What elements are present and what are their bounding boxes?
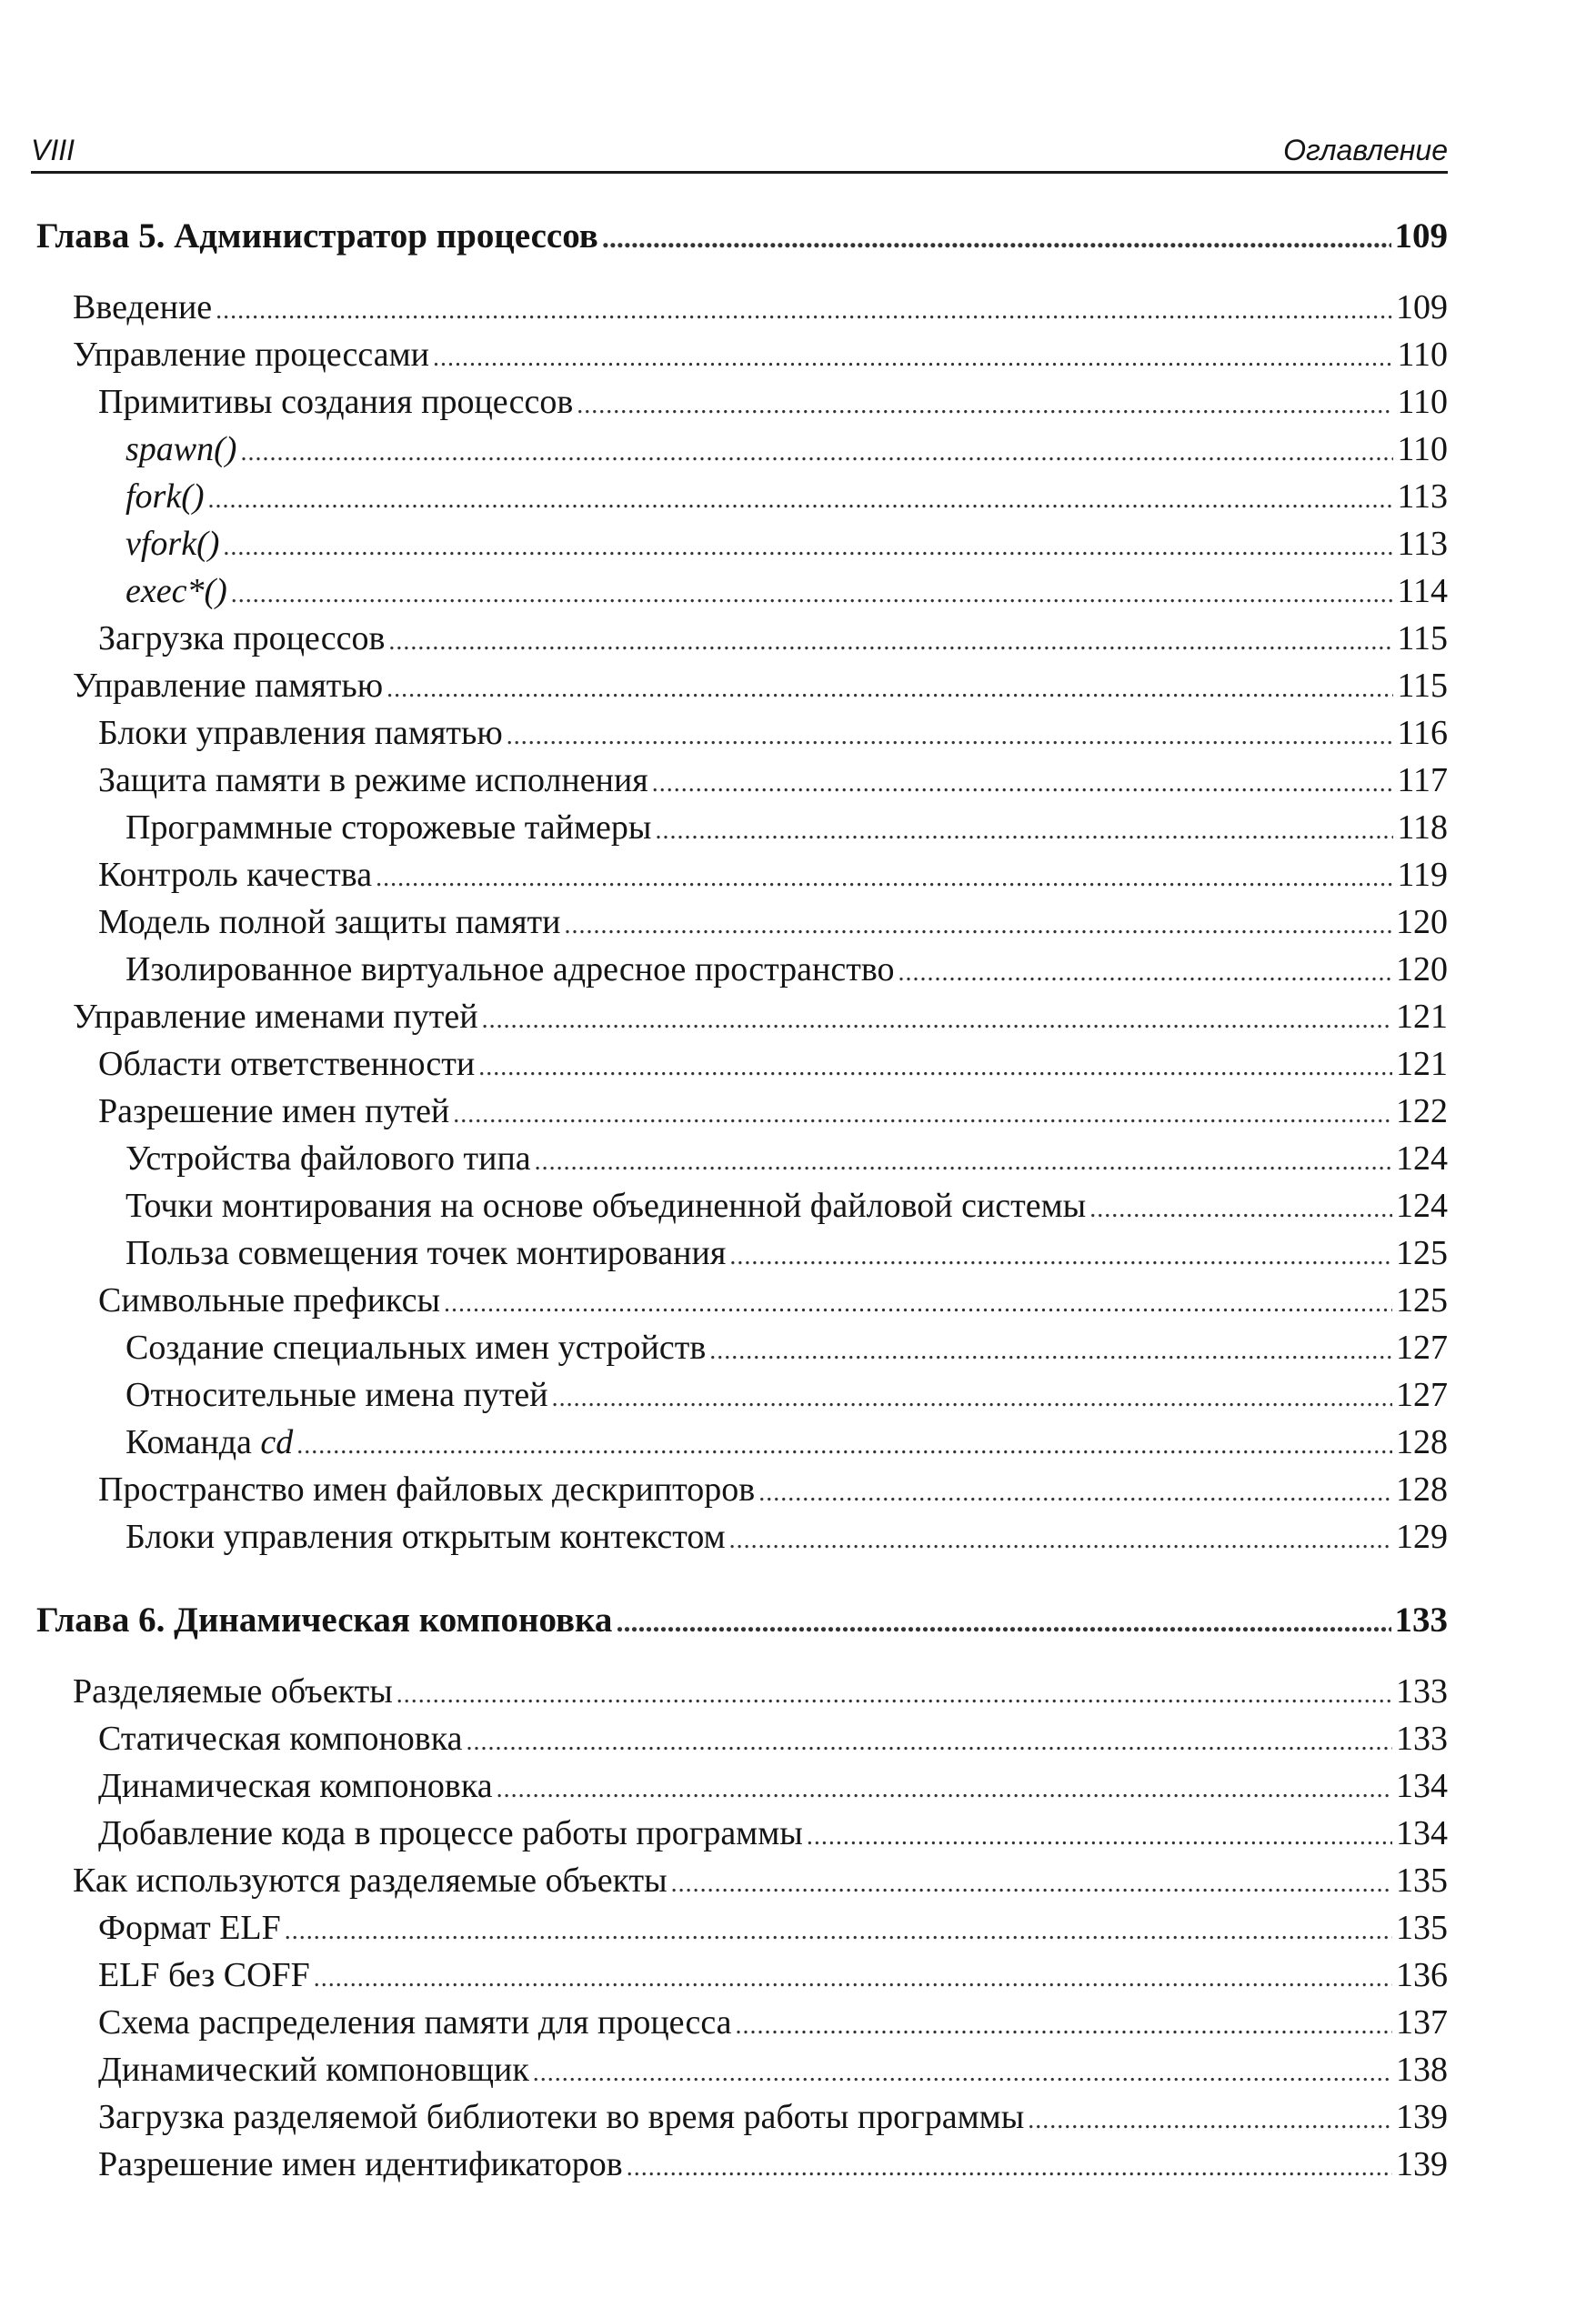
toc-entry-page-number: 120 [1396, 903, 1448, 941]
dot-leader [314, 1952, 1392, 2002]
toc-entry [36, 1904, 1448, 1952]
toc-entry-title: Программные сторожевые таймеры [125, 808, 652, 847]
toc-entry [36, 709, 1448, 757]
toc-entry-page-number: 133 [1396, 1672, 1448, 1711]
dot-leader [807, 1810, 1392, 1861]
toc-entry [36, 567, 1448, 615]
dot-leader [552, 1371, 1392, 1422]
toc-entry-page-number: 128 [1396, 1470, 1448, 1509]
dot-leader [482, 993, 1392, 1044]
toc-entry-title: exec*() [125, 572, 227, 610]
toc-entry-page-number: 110 [1397, 336, 1448, 374]
chapter-heading [36, 1595, 1448, 1646]
toc-entry [36, 615, 1448, 662]
dot-leader [758, 1466, 1392, 1517]
toc-entry-title: Загрузка разделяемой библиотеки во время работы программы [98, 2098, 1025, 2136]
toc-entry-title: Управление памятью [73, 667, 384, 705]
toc-entry-page-number: 109 [1396, 288, 1448, 326]
dot-leader [1089, 1182, 1392, 1233]
toc-entry-page-number: 110 [1397, 430, 1448, 468]
toc-entry [36, 946, 1448, 993]
toc-entry-title: Точки монтирования на основе объединенной файловой системы [125, 1187, 1087, 1225]
toc-entry [36, 993, 1448, 1040]
toc-entry [36, 1135, 1448, 1182]
table-of-contents [36, 211, 1448, 2223]
toc-entry-title: Примитивы создания процессов [98, 383, 574, 421]
toc-entry-page-number: 116 [1397, 714, 1448, 752]
dot-leader [736, 1999, 1392, 2050]
dot-leader [709, 1324, 1392, 1375]
dot-leader [565, 898, 1393, 949]
toc-entry-page-number: 113 [1397, 525, 1448, 563]
toc-entry [36, 378, 1448, 426]
toc-entry [36, 1419, 1448, 1466]
toc-entry [36, 1088, 1448, 1135]
toc-entry-page-number: 134 [1396, 1767, 1448, 1805]
toc-entry [36, 804, 1448, 851]
toc-entry-page-number: 115 [1397, 619, 1448, 657]
toc-entry-page-number: 133 [1396, 1720, 1448, 1758]
toc-entry-title: Защита памяти в режиме исполнения [98, 761, 648, 799]
toc-entry-title: Контроль качества [98, 856, 373, 894]
dot-leader [285, 1904, 1392, 1955]
toc-entry-page-number: 122 [1396, 1092, 1448, 1130]
chapter-block [36, 211, 1448, 1560]
toc-entry-page-number: 137 [1396, 2003, 1448, 2042]
toc-entry-title: Создание специальных имен устройств [125, 1329, 707, 1367]
chapter-title: Глава 5. Администратор процессов [36, 216, 598, 256]
toc-entry-title: Загрузка процессов [98, 619, 386, 657]
chapter-page-number: 109 [1394, 216, 1448, 256]
chapter-block [36, 1595, 1448, 2188]
toc-entry-title: vfork() [125, 525, 220, 563]
toc-entry [36, 473, 1448, 520]
toc-entry-page-number: 124 [1396, 1139, 1448, 1178]
toc-entry-page-number: 110 [1397, 383, 1448, 421]
toc-entry-title: Устройства файлового типа [125, 1139, 531, 1178]
toc-entry-title: Относительные имена путей [125, 1376, 548, 1414]
toc-entry [36, 1277, 1448, 1324]
toc-entry-page-number: 124 [1396, 1187, 1448, 1225]
toc-entry [36, 757, 1448, 804]
toc-entry-title: Динамическая компоновка [98, 1767, 493, 1805]
toc-entry-title: Символьные префиксы [98, 1281, 440, 1320]
toc-entry-page-number: 135 [1396, 1909, 1448, 1947]
toc-entry [36, 1857, 1448, 1904]
running-title: Оглавление [1283, 134, 1448, 166]
dot-leader [729, 1513, 1392, 1564]
toc-entry-page-number: 138 [1396, 2051, 1448, 2089]
toc-entry-page-number: 125 [1396, 1281, 1448, 1320]
toc-entry [36, 331, 1448, 378]
toc-entry-title: fork() [125, 477, 205, 516]
toc-entry-page-number: 139 [1396, 2098, 1448, 2136]
toc-entry [36, 1182, 1448, 1229]
toc-entry [36, 1040, 1448, 1088]
toc-entry-page-number: 135 [1396, 1861, 1448, 1900]
page-header [31, 129, 1448, 174]
toc-entry-page-number: 127 [1396, 1329, 1448, 1367]
toc-entry [36, 1668, 1448, 1715]
dot-leader [296, 1419, 1392, 1470]
toc-entry-title: Введение [73, 288, 213, 326]
dot-leader [602, 211, 1391, 263]
toc-entry-page-number: 119 [1397, 856, 1448, 894]
toc-entry-page-number: 117 [1397, 761, 1448, 799]
toc-entry [36, 1371, 1448, 1419]
dot-leader [208, 473, 1394, 524]
toc-entry-page-number: 115 [1397, 667, 1448, 705]
toc-entry [36, 2093, 1448, 2141]
toc-entry-title: Блоки управления открытым контекстом [125, 1518, 726, 1556]
toc-entry-page-number: 114 [1397, 572, 1448, 610]
toc-entry [36, 851, 1448, 898]
toc-entry-page-number: 113 [1397, 477, 1448, 516]
toc-entry-title: Разрешение имен путей [98, 1092, 450, 1130]
chapter-heading [36, 211, 1448, 262]
dot-leader [433, 331, 1393, 382]
dot-leader [616, 1595, 1390, 1647]
chapter-page-number: 133 [1394, 1601, 1448, 1640]
toc-entry-page-number: 121 [1396, 1045, 1448, 1083]
dot-leader [577, 378, 1393, 429]
toc-entry-title: Изолированное виртуальное адресное пространство [125, 950, 895, 988]
toc-entry-page-number: 139 [1396, 2145, 1448, 2183]
toc-entry [36, 1466, 1448, 1513]
dot-leader [376, 851, 1393, 902]
toc-entry [36, 1513, 1448, 1560]
toc-entry-title: Модель полной защиты памяти [98, 903, 561, 941]
toc-entry-page-number: 125 [1396, 1234, 1448, 1272]
toc-entry [36, 1762, 1448, 1810]
dot-leader [444, 1277, 1392, 1328]
dot-leader [729, 1229, 1392, 1280]
toc-entry-title: Разрешение имен идентификаторов [98, 2145, 623, 2183]
toc-entry-title: Динамический компоновщик [98, 2051, 529, 2089]
toc-entry [36, 2046, 1448, 2093]
toc-entry [36, 284, 1448, 331]
dot-leader [216, 284, 1392, 335]
toc-entry-title: Формат ELF [98, 1909, 281, 1947]
dot-leader [671, 1857, 1392, 1908]
toc-entry [36, 1952, 1448, 1999]
dot-leader [478, 1040, 1392, 1091]
toc-entry [36, 1999, 1448, 2046]
dot-leader [535, 1135, 1392, 1186]
dot-leader [507, 709, 1394, 760]
toc-entry-page-number: 136 [1396, 1956, 1448, 1994]
toc-entry-title: Схема распределения памяти для процесса [98, 2003, 732, 2042]
toc-entry-page-number: 134 [1396, 1814, 1448, 1852]
toc-entry-title: Добавление кода в процессе работы программы [98, 1814, 803, 1852]
dot-leader [627, 2141, 1392, 2192]
toc-entry-title: Управление именами путей [73, 998, 478, 1036]
toc-entry-page-number: 118 [1397, 808, 1448, 847]
toc-entry-page-number: 127 [1396, 1376, 1448, 1414]
toc-entry-page-number: 120 [1396, 950, 1448, 988]
toc-entry-title: Разделяемые объекты [73, 1672, 393, 1711]
toc-entry [36, 662, 1448, 709]
dot-leader [466, 1715, 1392, 1766]
toc-entry [36, 1229, 1448, 1277]
toc-entry-title: Блоки управления памятью [98, 714, 503, 752]
dot-leader [652, 757, 1394, 808]
toc-entry [36, 1324, 1448, 1371]
dot-leader [240, 426, 1393, 477]
toc-entry-title: Команда cd [125, 1423, 294, 1461]
toc-entry-page-number: 121 [1396, 998, 1448, 1036]
toc-entry-page-number: 128 [1396, 1423, 1448, 1461]
toc-entry [36, 898, 1448, 946]
dot-leader [396, 1668, 1392, 1719]
dot-leader [533, 2046, 1392, 2097]
dot-leader [388, 615, 1393, 666]
toc-entry-page-number: 129 [1396, 1518, 1448, 1556]
toc-entry [36, 520, 1448, 567]
toc-entry-title: Области ответственности [98, 1045, 476, 1083]
toc-entry [36, 426, 1448, 473]
toc-entry-title: Польза совмещения точек монтирования [125, 1234, 727, 1272]
dot-leader [497, 1762, 1392, 1813]
toc-entry-title: Управление процессами [73, 336, 430, 374]
page-number: VIII [31, 134, 75, 166]
dot-leader [386, 662, 1393, 713]
toc-entry-title: Пространство имен файловых дескрипторов [98, 1470, 756, 1509]
dot-leader [453, 1088, 1392, 1139]
toc-entry [36, 1715, 1448, 1762]
dot-leader [1028, 2093, 1392, 2144]
dot-leader [231, 567, 1394, 618]
toc-entry-title: Статическая компоновка [98, 1720, 463, 1758]
toc-entry [36, 1810, 1448, 1857]
dot-leader [898, 946, 1393, 997]
toc-entry [36, 2141, 1448, 2188]
toc-entry-title: spawn() [125, 430, 237, 468]
chapter-title: Глава 6. Динамическая компоновка [36, 1601, 613, 1640]
dot-leader [655, 804, 1393, 855]
toc-entry-title: ELF без COFF [98, 1956, 310, 1994]
toc-entry-title: Как используются разделяемые объекты [73, 1861, 668, 1900]
dot-leader [223, 520, 1393, 571]
